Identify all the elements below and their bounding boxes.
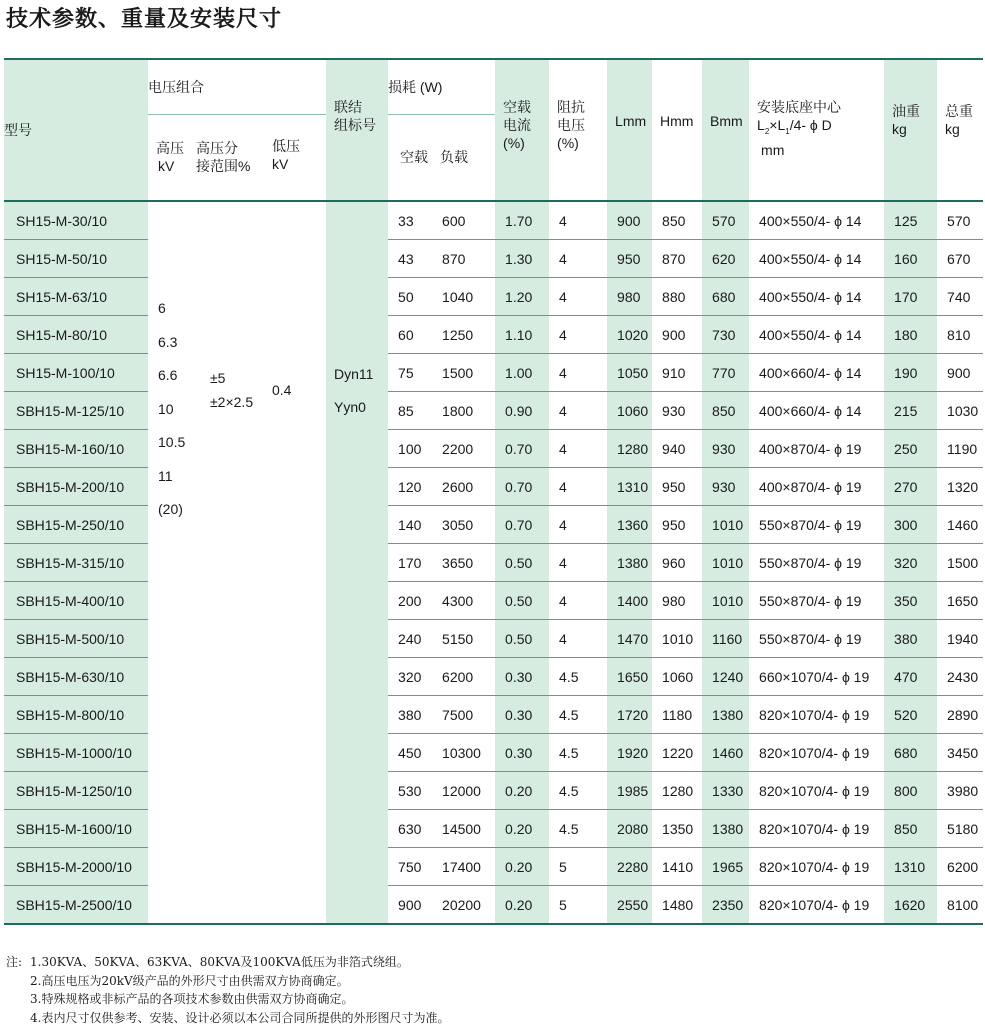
cell-oil-weight: 180: [884, 316, 937, 354]
cell-H: 1480: [652, 886, 702, 925]
header-impedance-l3: (%): [557, 135, 579, 151]
cell-load-loss: 6200: [432, 658, 495, 696]
cell-L: 1360: [607, 506, 652, 544]
header-loss: 损耗 (W): [388, 59, 495, 114]
cell-B: 730: [702, 316, 749, 354]
cell-total-weight: 900: [937, 354, 983, 392]
hv-value: 6.3: [158, 333, 178, 350]
cell-H: 910: [652, 354, 702, 392]
header-tap: [196, 114, 272, 201]
cell-mount: 820×1070/4- ϕ 19: [749, 734, 884, 772]
cell-mount: 820×1070/4- ϕ 19: [749, 810, 884, 848]
cell-noload-current: 0.20: [495, 848, 549, 886]
hv-value: 11: [158, 467, 173, 484]
cell-total-weight: 1650: [937, 582, 983, 620]
cell-H: 1220: [652, 734, 702, 772]
page-title: 技术参数、重量及安装尺寸: [6, 6, 283, 32]
cell-L: 1650: [607, 658, 652, 696]
cell-mount: 660×1070/4- ϕ 19: [749, 658, 884, 696]
cell-model: SBH15-M-2500/10: [4, 886, 148, 925]
header-mount-l2b: ×L: [769, 117, 786, 133]
cell-H: 850: [662, 212, 686, 229]
cell-H: 930: [652, 392, 702, 430]
note-item: 4.表内尺寸仅供参考、安装、设计必须以本公司合同所提供的外形图尺寸为准。: [30, 1010, 450, 1025]
cell-mount: 820×1070/4- ϕ 19: [749, 848, 884, 886]
cell-L: 2550: [607, 886, 652, 925]
cell-noload-current: 0.50: [495, 620, 549, 658]
cell-noload-current: 0.70: [495, 430, 549, 468]
cell-B: 770: [702, 354, 749, 392]
tap-value: ±2×2.5: [210, 394, 254, 410]
cell-mount: 400×660/4- ϕ 14: [749, 392, 884, 430]
cell-H: 960: [652, 544, 702, 582]
cell-oil-weight: 800: [884, 772, 937, 810]
header-voltage-group: 电压组合: [148, 59, 326, 114]
cell-impedance: 4: [549, 316, 607, 354]
cell-load-loss: 1250: [432, 316, 495, 354]
cell-impedance: 4.5: [549, 810, 607, 848]
cell-total-weight: 3450: [937, 734, 983, 772]
cell-impedance: 4.5: [549, 734, 607, 772]
cell-load-loss: 1800: [432, 392, 495, 430]
header-hv-l2: kV: [158, 158, 175, 175]
header-mount-l1: 安装底座中心: [757, 99, 842, 115]
header-loss-load: 负载: [440, 149, 469, 166]
cell-oil-weight: 680: [884, 734, 937, 772]
cell-mount: 400×550/4- ϕ 14: [749, 240, 884, 278]
cell-load-loss: 2200: [432, 430, 495, 468]
cell-total-weight: 740: [937, 278, 983, 316]
header-oil-l2: kg: [892, 121, 907, 137]
cell-B: 570: [702, 201, 749, 240]
cell-B: 930: [702, 430, 749, 468]
hv-value: (20): [158, 501, 183, 517]
note-item: 1.30KVA、50KVA、63KVA、80KVA及100KVA低压为非箔式绕组。: [30, 955, 409, 969]
header-mount-sub2: 1: [785, 126, 790, 136]
cell-model: SBH15-M-160/10: [4, 430, 148, 468]
cell-B: 1240: [702, 658, 749, 696]
cell-model: SBH15-M-630/10: [4, 658, 148, 696]
cell-model: SBH15-M-1000/10: [4, 734, 148, 772]
cell-model: SH15-M-80/10: [4, 316, 148, 354]
header-mount-l2: [757, 116, 884, 141]
cell-model: SBH15-M-400/10: [4, 582, 148, 620]
cell-H: 1350: [652, 810, 702, 848]
cell-noload-loss: 240: [388, 620, 432, 658]
cell-model: SH15-M-63/10: [4, 278, 148, 316]
cell-mount: 400×870/4- ϕ 19: [749, 468, 884, 506]
header-L: Lmm: [607, 59, 652, 201]
cell-model: SBH15-M-250/10: [4, 506, 148, 544]
cell-B: 2350: [702, 886, 749, 925]
cell-noload-loss: 750: [388, 848, 432, 886]
cell-total-weight: 2890: [937, 696, 983, 734]
cell-noload-loss: 530: [388, 772, 432, 810]
cell-total-weight: 1940: [937, 620, 983, 658]
cell-load-loss: 1040: [432, 278, 495, 316]
cell-lv-merged: 0.4: [272, 382, 292, 398]
header-mount: [749, 59, 884, 201]
cell-noload-current: 0.30: [495, 734, 549, 772]
header-lv-l2: kV: [272, 155, 289, 172]
cell-noload-current: 0.30: [495, 658, 549, 696]
cell-noload-loss: 75: [388, 354, 432, 392]
hv-value: 6.6: [158, 367, 178, 383]
cell-B: 1010: [702, 506, 749, 544]
cell-mount: 550×870/4- ϕ 19: [749, 544, 884, 582]
header-total-weight: [937, 59, 983, 201]
cell-impedance: 4: [549, 468, 607, 506]
connection-value: Yyn0: [334, 399, 366, 415]
cell-B: 1965: [702, 848, 749, 886]
cell-total-weight: 1190: [937, 430, 983, 468]
note-row: [6, 1009, 449, 1028]
cell-L: 2280: [607, 848, 652, 886]
header-mount-l2c: /4- ϕ D: [789, 117, 832, 133]
cell-load-loss: 4300: [432, 582, 495, 620]
note-item: 3.特殊规格或非标产品的各项技术参数由供需双方协商确定。: [30, 992, 354, 1006]
header-noload-current-l1: 空载: [503, 99, 532, 115]
cell-impedance: 4: [549, 506, 607, 544]
hv-value: 6: [158, 300, 166, 316]
cell-total-weight: 570: [947, 212, 971, 229]
cell-B: 930: [702, 468, 749, 506]
header-hv-l1: 高压: [156, 140, 184, 157]
cell-impedance: 4: [559, 212, 567, 229]
cell-oil-weight: 215: [884, 392, 937, 430]
cell-noload-current: 1.10: [495, 316, 549, 354]
cell-L: 1280: [607, 430, 652, 468]
cell-total-weight: 810: [937, 316, 983, 354]
notes-indent: [6, 1009, 30, 1028]
cell-L: 1380: [607, 544, 652, 582]
cell-mount: 550×870/4- ϕ 19: [749, 506, 884, 544]
cell-mount: 400×550/4- ϕ 14: [749, 278, 884, 316]
cell-B: 680: [702, 278, 749, 316]
cell-noload-loss: 85: [388, 392, 432, 430]
cell-model: SH15-M-30/10: [4, 201, 148, 240]
cell-noload-current: 1.30: [495, 240, 549, 278]
header-B: Bmm: [702, 59, 749, 201]
cell-H: 940: [652, 430, 702, 468]
cell-impedance: 5: [549, 848, 607, 886]
cell-L: 900: [607, 201, 652, 240]
note-item: 2.高压电压为20kV级产品的外形尺寸由供需双方协商确定。: [30, 973, 349, 988]
header-loss-noload: 空载: [400, 149, 429, 166]
cell-oil-weight: 300: [884, 506, 937, 544]
header-tap-l2: 接范围%: [196, 158, 251, 175]
cell-noload-loss: 50: [388, 278, 432, 316]
cell-L: 980: [607, 278, 652, 316]
header-noload-current-l3: (%): [503, 135, 525, 151]
cell-mount: 400×550/4- ϕ 14: [749, 316, 884, 354]
cell-load-loss: 10300: [432, 734, 495, 772]
header-total-l1: 总重: [945, 103, 974, 119]
header-lv: [272, 114, 326, 201]
cell-load-loss: 1500: [432, 354, 495, 392]
cell-total-weight: 2430: [937, 658, 983, 696]
cell-total-weight: 3980: [937, 772, 983, 810]
cell-model: SBH15-M-500/10: [4, 620, 148, 658]
cell-L: 1720: [607, 696, 652, 734]
cell-noload-current: 0.20: [495, 886, 549, 925]
header-total-l2: kg: [945, 121, 960, 137]
cell-connection-merged: [326, 201, 388, 924]
cell-H: 900: [652, 316, 702, 354]
cell-model: SBH15-M-800/10: [4, 696, 148, 734]
cell-L: 1050: [607, 354, 652, 392]
cell-load-loss: 7500: [432, 696, 495, 734]
cell-impedance: 4.5: [549, 658, 607, 696]
header-lv-l1: 低压: [272, 137, 300, 154]
cell-B: 620: [702, 240, 749, 278]
table-body: [4, 201, 983, 924]
cell-H: 880: [652, 278, 702, 316]
cell-impedance: 5: [549, 886, 607, 925]
cell-noload-current: 1.00: [495, 354, 549, 392]
cell-impedance: 4: [549, 354, 607, 392]
cell-load-loss: 3650: [432, 544, 495, 582]
cell-noload-loss: 60: [388, 316, 432, 354]
cell-load-loss: 17400: [432, 848, 495, 886]
cell-noload-current: 0.20: [495, 772, 549, 810]
cell-noload-current: 1.20: [495, 278, 549, 316]
cell-mount: 820×1070/4- ϕ 19: [749, 772, 884, 810]
cell-impedance: 4: [549, 544, 607, 582]
header-mount-l3: mm: [761, 141, 785, 158]
cell-noload-current: 0.30: [495, 696, 549, 734]
cell-L: 1985: [607, 772, 652, 810]
cell-load-loss: 14500: [432, 810, 495, 848]
cell-impedance: 4: [549, 620, 607, 658]
cell-oil-weight: 520: [884, 696, 937, 734]
notes-indent: [6, 972, 30, 991]
cell-B: 1330: [702, 772, 749, 810]
cell-noload-current: 0.90: [495, 392, 549, 430]
cell-model: SH15-M-50/10: [4, 240, 148, 278]
cell-impedance: 4.5: [549, 772, 607, 810]
cell-B: 1010: [702, 544, 749, 582]
cell-noload-loss: 320: [388, 658, 432, 696]
header-model: 型号: [4, 59, 148, 201]
cell-B: 1380: [702, 810, 749, 848]
cell-model: SBH15-M-2000/10: [4, 848, 148, 886]
header-connection: [326, 59, 388, 201]
cell-oil-weight: 380: [884, 620, 937, 658]
cell-L: 1920: [607, 734, 652, 772]
cell-mount: 550×870/4- ϕ 19: [749, 582, 884, 620]
header-impedance: [549, 59, 607, 201]
tap-value: ±5: [210, 370, 226, 386]
cell-noload-current: 0.50: [495, 544, 549, 582]
cell-noload-loss: 380: [388, 696, 432, 734]
cell-noload-current: 0.20: [495, 810, 549, 848]
cell-H: 950: [652, 506, 702, 544]
cell-L: 1020: [607, 316, 652, 354]
header-noload-current: [495, 59, 549, 201]
cell-oil-weight: 1620: [884, 886, 937, 925]
header-tap-l1: 高压分: [196, 140, 238, 157]
cell-noload-current: 0.70: [495, 468, 549, 506]
cell-noload-loss: 120: [388, 468, 432, 506]
cell-noload-loss: 630: [388, 810, 432, 848]
cell-impedance: 4: [549, 278, 607, 316]
cell-noload-loss: 43: [388, 240, 432, 278]
cell-H: 1060: [652, 658, 702, 696]
cell-L: 1060: [607, 392, 652, 430]
cell-oil-weight: 850: [884, 810, 937, 848]
cell-total-weight: 5180: [937, 810, 983, 848]
cell-load-loss: 20200: [432, 886, 495, 925]
cell-H: 950: [652, 468, 702, 506]
cell-H: 1410: [652, 848, 702, 886]
table-row: [4, 201, 983, 240]
hv-value: 10.5: [158, 434, 186, 450]
header-mount-l2a: L: [757, 117, 765, 133]
cell-load-loss: 3050: [432, 506, 495, 544]
cell-L: 1400: [607, 582, 652, 620]
cell-oil-weight: 190: [884, 354, 937, 392]
cell-oil-weight: 160: [884, 240, 937, 278]
cell-model: SBH15-M-125/10: [4, 392, 148, 430]
cell-B: 1380: [702, 696, 749, 734]
header-mount-sub1: 2: [764, 126, 770, 136]
header-impedance-l2: 电压: [557, 117, 586, 133]
spec-table: [4, 58, 983, 925]
cell-model: SH15-M-100/10: [4, 354, 148, 392]
notes-indent: [6, 990, 30, 1009]
cell-H: 1180: [652, 696, 702, 734]
hv-value: 10: [158, 400, 174, 417]
cell-model: SBH15-M-1250/10: [4, 772, 148, 810]
cell-B: 1160: [702, 620, 749, 658]
cell-mount: 820×1070/4- ϕ 19: [749, 696, 884, 734]
note-row: [6, 953, 449, 972]
cell-L: 1310: [607, 468, 652, 506]
cell-L: 2080: [607, 810, 652, 848]
cell-total-weight: 8100: [937, 886, 983, 925]
cell-noload-loss: 450: [388, 734, 432, 772]
cell-mount: 550×870/4- ϕ 19: [749, 620, 884, 658]
cell-H: 980: [652, 582, 702, 620]
cell-H: 1280: [652, 772, 702, 810]
cell-noload-loss: 170: [388, 544, 432, 582]
cell-noload-loss: 33: [398, 212, 414, 229]
cell-H: 870: [652, 240, 702, 278]
cell-load-loss: 12000: [432, 772, 495, 810]
cell-B: 1010: [702, 582, 749, 620]
cell-oil-weight: 320: [884, 544, 937, 582]
cell-total-weight: 1460: [937, 506, 983, 544]
cell-impedance: 4: [549, 240, 607, 278]
cell-load-loss: 600: [442, 212, 466, 229]
cell-impedance: 4: [549, 582, 607, 620]
cell-total-weight: 670: [937, 240, 983, 278]
note-row: [6, 990, 449, 1009]
header-H: Hmm: [652, 59, 702, 201]
notes-label: 注:: [6, 955, 23, 969]
cell-oil-weight: 270: [884, 468, 937, 506]
header-connection-l1: 联结: [334, 99, 363, 115]
header-noload-current-l2: 电流: [503, 117, 532, 133]
cell-B: 1460: [702, 734, 749, 772]
note-row: [6, 972, 449, 991]
connection-value: Dyn11: [334, 366, 374, 382]
cell-total-weight: 1030: [937, 392, 983, 430]
cell-oil-weight: 470: [884, 658, 937, 696]
notes: [6, 953, 449, 1027]
cell-oil-weight: 250: [884, 430, 937, 468]
cell-mount: 400×660/4- ϕ 14: [749, 354, 884, 392]
header-impedance-l1: 阻抗: [557, 99, 586, 115]
cell-oil-weight: 125: [884, 201, 937, 240]
header-hv: [148, 114, 196, 201]
cell-hv-merged: [148, 201, 196, 924]
cell-tap-merged: [196, 201, 272, 924]
cell-model: SBH15-M-200/10: [4, 468, 148, 506]
cell-L: 1470: [607, 620, 652, 658]
cell-total-weight: 6200: [937, 848, 983, 886]
cell-mount: 820×1070/4- ϕ 19: [749, 886, 884, 925]
cell-mount: 400×870/4- ϕ 19: [749, 430, 884, 468]
cell-noload-loss: 900: [388, 886, 432, 925]
cell-impedance: 4: [549, 430, 607, 468]
cell-impedance: 4: [549, 392, 607, 430]
cell-B: 850: [702, 392, 749, 430]
header-connection-l2: 组标号: [334, 117, 377, 133]
cell-oil-weight: 1310: [884, 848, 937, 886]
cell-L: 950: [607, 240, 652, 278]
cell-oil-weight: 170: [884, 278, 937, 316]
cell-total-weight: 1500: [937, 544, 983, 582]
header-oil-l1: 油重: [892, 103, 921, 119]
cell-noload-loss: 140: [388, 506, 432, 544]
cell-impedance: 4.5: [549, 696, 607, 734]
cell-load-loss: 870: [432, 240, 495, 278]
cell-H: 1010: [652, 620, 702, 658]
cell-noload-current: 1.70: [495, 201, 549, 240]
cell-noload-loss: 200: [388, 582, 432, 620]
cell-noload-current: 0.50: [495, 582, 549, 620]
cell-model: SBH15-M-1600/10: [4, 810, 148, 848]
cell-noload-loss: 100: [388, 430, 432, 468]
cell-load-loss: 5150: [432, 620, 495, 658]
cell-total-weight: 1320: [937, 468, 983, 506]
cell-oil-weight: 350: [884, 582, 937, 620]
header-oil-weight: [884, 59, 937, 201]
cell-model: SBH15-M-315/10: [4, 544, 148, 582]
cell-mount: 400×550/4- ϕ 14: [759, 212, 862, 229]
cell-load-loss: 2600: [432, 468, 495, 506]
cell-noload-current: 0.70: [495, 506, 549, 544]
